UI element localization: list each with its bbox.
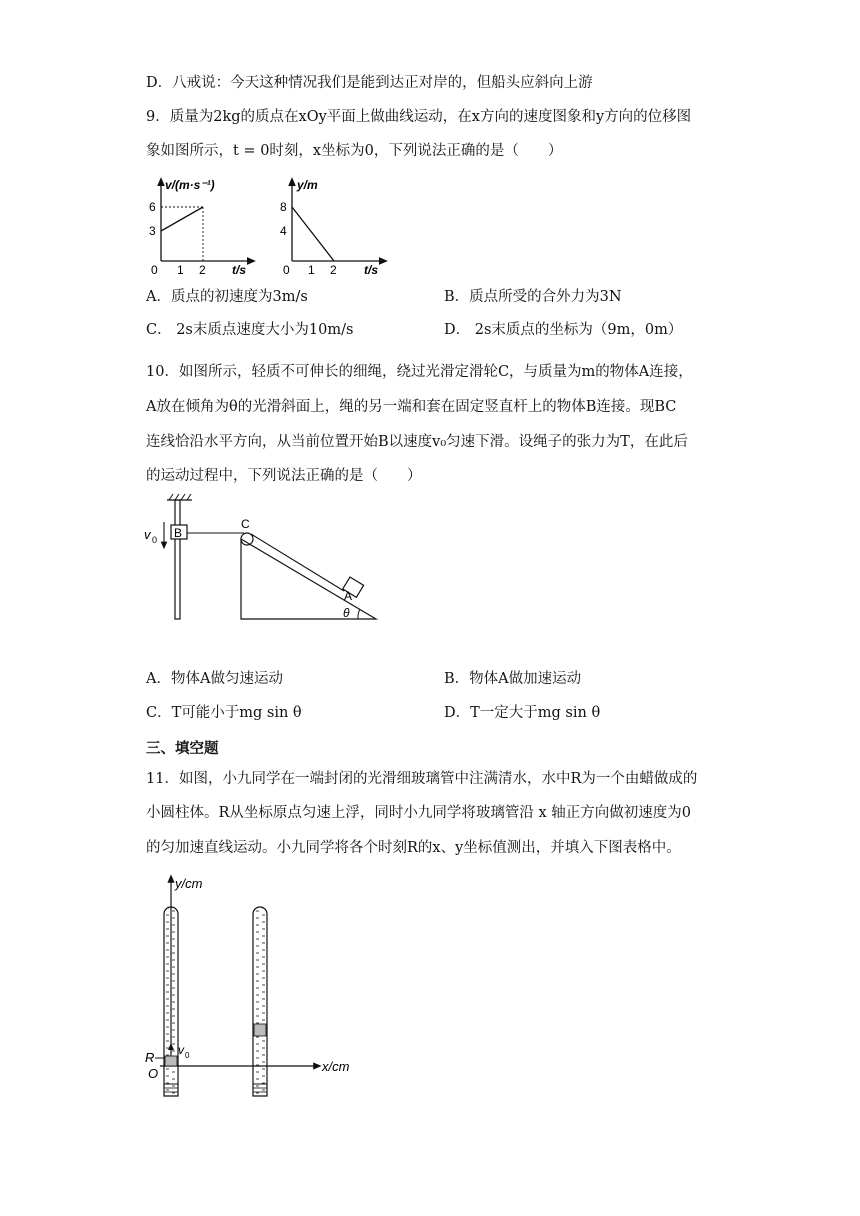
q8-option-d: D．八戒说：今天这种情况我们是能到达正对岸的，但船头应斜向上游 [146,75,593,91]
section-3-title: 三、填空题 [146,740,219,757]
q11-stem-line1: 11．如图，小九同学在一端封闭的光滑细玻璃管中注满清水，水中R为一个由蜡做成的 [146,771,698,787]
q10-option-a: A．物体A做匀速运动 [146,671,283,687]
q9-vt-xtick-1: 1 [177,263,184,277]
q10-label-c: C [241,517,250,531]
q9-yt-ylabel: y/m [297,178,318,192]
q9-yt-ytick-8: 8 [280,200,287,214]
q9-vt-ytick-6: 6 [149,200,156,214]
q9-vt-line [161,207,203,231]
q9-option-a: A．质点的初速度为3m/s [146,289,308,305]
q11-xlabel: x/cm [322,1059,350,1074]
q11-stem-line2: 小圆柱体。R从坐标原点匀速上浮，同时小九同学将玻璃管沿 x 轴正方向做初速度为0 [146,805,692,821]
q10-incline [241,539,376,619]
q11-label-r: R [145,1050,155,1065]
q10-label-v: v [144,527,151,542]
q11-left-tube [164,907,178,1096]
q10-label-a: A [344,589,353,603]
q9-vt-ylabel: v/(m·s⁻¹) [165,178,215,192]
q10-pulley-diagram [140,492,390,624]
q9-vt-ytick-3: 3 [149,224,156,238]
q10-stem-line3: 连线恰沿水平方向，从当前位置开始B以速度v₀匀速下滑。设绳子的张力为T，在此后 [146,434,688,450]
q9-option-d: D． 2s末质点的坐标为（9m，0m） [444,322,683,338]
q9-yt-xtick-2: 2 [330,263,337,277]
q11-stem-line3: 的匀加速直线运动。小九同学将各个时刻R的x、y坐标值测出，并填入下图表格中。 [146,840,681,856]
q9-option-c: C． 2s末质点速度大小为10m/s [146,322,354,338]
q10-vertical-rod [174,500,183,619]
q11-candle-r-right [254,1024,266,1036]
q9-yt-graph [278,175,398,277]
q10-label-b: B [174,526,183,540]
q11-candle-r-left [165,1056,177,1066]
q11-label-v0-sub: 0 [185,1051,190,1060]
q10-stem-line2: A放在倾角为θ的光滑斜面上，绳的另一端和套在固定竖直杆上的物体B连接。现BC [146,399,677,415]
q10-stem-line1: 10．如图所示，轻质不可伸长的细绳，绕过光滑定滑轮C，与质量为m的物体A连接， [146,364,693,380]
q9-yt-xlabel: t/s [364,263,379,277]
q11-right-tube [253,907,267,1096]
q10-label-v0-sub: 0 [152,535,158,545]
q10-stem-line4: 的运动过程中，下列说法正确的是（ ） [146,468,422,484]
q9-stem-line2: 象如图所示，t = 0时刻，x坐标为0，下列说法正确的是（ ） [146,143,563,159]
q9-yt-line [292,207,334,261]
q9-yt-ytick-4: 4 [280,224,287,238]
q9-yt-xtick-1: 1 [308,263,315,277]
q11-glass-tube-diagram [140,870,370,1102]
q11-label-o: O [148,1066,159,1081]
q9-vt-xlabel: t/s [232,263,247,277]
q9-vt-xtick-2: 2 [199,263,206,277]
q10-option-d: D．T一定大于mg sin θ [444,705,601,721]
q10-option-b: B．物体A做加速运动 [444,671,582,687]
q9-vt-xtick-0: 0 [151,263,158,277]
q9-stem-line1: 9．质量为2kg的质点在xOy平面上做曲线运动，在x方向的速度图象和y方向的位移图 [146,109,692,125]
q9-yt-xtick-0: 0 [283,263,290,277]
q11-label-v: v [178,1043,184,1057]
q11-ylabel: y/cm [175,876,203,891]
q10-label-theta: θ [343,606,350,620]
q10-option-c: C．T可能小于mg sin θ [146,705,302,721]
q9-option-b: B．质点所受的合外力为3N [444,289,622,305]
q9-vt-graph [140,175,260,277]
